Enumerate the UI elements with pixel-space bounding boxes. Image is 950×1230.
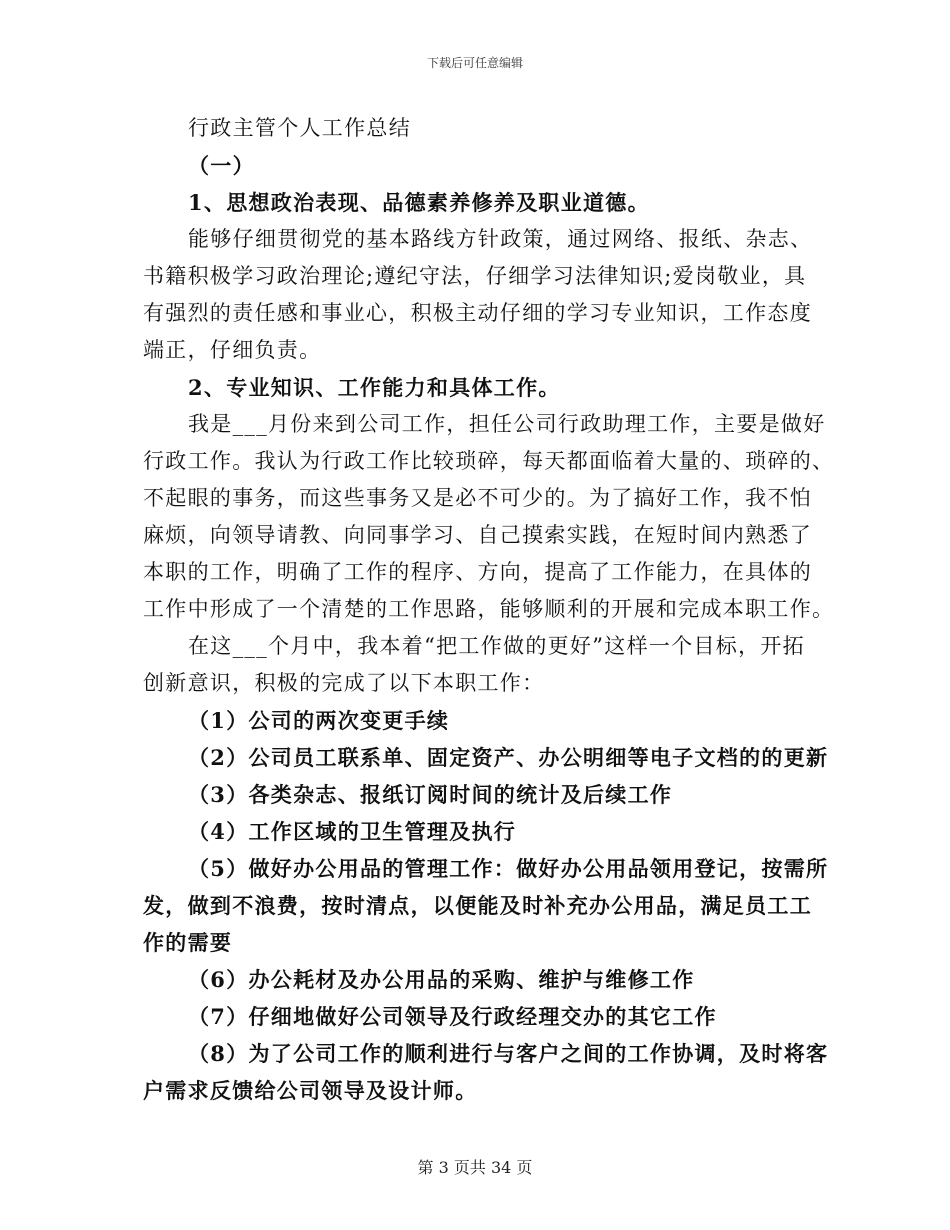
list-item: （1）公司的两次变更手续 (188, 708, 450, 733)
list-item: 作的需要 (143, 930, 233, 955)
paragraph-line: 有强烈的责任感和事业心，积极主动仔细的学习专业知识，工作态度 (143, 301, 812, 325)
paragraph-line: 能够仔细贯彻党的基本路线方针政策，通过网络、报纸、杂志、 (188, 227, 813, 251)
list-item: （3）各类杂志、报纸订阅时间的统计及后续工作 (188, 782, 673, 807)
paragraph-line: 本职的工作，明确了工作的程序、方向，提高了工作能力，在具体的 (143, 560, 812, 584)
page-footer: 第 3 页共 34 页 (417, 1158, 533, 1177)
list-item: 户需求反馈给公司领导及设计师。 (143, 1078, 478, 1103)
subsection-heading: 2、专业知识、工作能力和具体工作。 (188, 375, 561, 400)
list-item: 发，做到不浪费，按时清点，以便能及时补充办公用品，满足员工工 (143, 893, 812, 918)
list-item: （2）公司员工联系单、固定资产、办公明细等电子文档的的更新 (188, 745, 829, 770)
list-item: （7）仔细地做好公司领导及行政经理交办的其它工作 (188, 1004, 717, 1029)
paragraph-line: 工作中形成了一个清楚的工作思路，能够顺利的开展和完成本职工作。 (143, 597, 835, 621)
paragraph-line: 不起眼的事务，而这些事务又是必不可少的。为了搞好工作，我不怕 (143, 486, 812, 510)
section-heading: （一） (188, 153, 255, 178)
list-item: （8）为了公司工作的顺利进行与客户之间的工作协调，及时将客 (188, 1041, 829, 1066)
paragraph-line: 麻烦，向领导请教、向同事学习、自己摸索实践，在短时间内熟悉了 (143, 523, 812, 547)
paragraph-line: 在这___个月中，我本着“把工作做的更好”这样一个目标，开拓 (188, 634, 805, 658)
paragraph-line: 我是___月份来到公司工作，担任公司行政助理工作，主要是做好 (188, 412, 826, 436)
document-title: 行政主管个人工作总结 (188, 116, 411, 140)
paragraph-line: 创新意识，积极的完成了以下本职工作： (143, 671, 545, 695)
subsection-heading: 1、思想政治表现、品德素养修养及职业道德。 (188, 190, 650, 215)
paragraph-line: 端正，仔细负责。 (143, 338, 322, 362)
page-header: 下载后可任意编辑 (426, 56, 523, 70)
list-item: （4）工作区域的卫生管理及执行 (188, 819, 517, 844)
paragraph-line: 行政工作。我认为行政工作比较琐碎，每天都面临着大量的、琐碎的、 (143, 449, 835, 473)
paragraph-line: 书籍积极学习政治理论;遵纪守法，仔细学习法律知识;爱岗敬业，具 (143, 264, 807, 288)
list-item: （6）办公耗材及办公用品的采购、维护与维修工作 (188, 967, 695, 992)
document-body (143, 110, 835, 1109)
list-item: （5）做好办公用品的管理工作：做好办公用品领用登记，按需所 (188, 856, 829, 881)
